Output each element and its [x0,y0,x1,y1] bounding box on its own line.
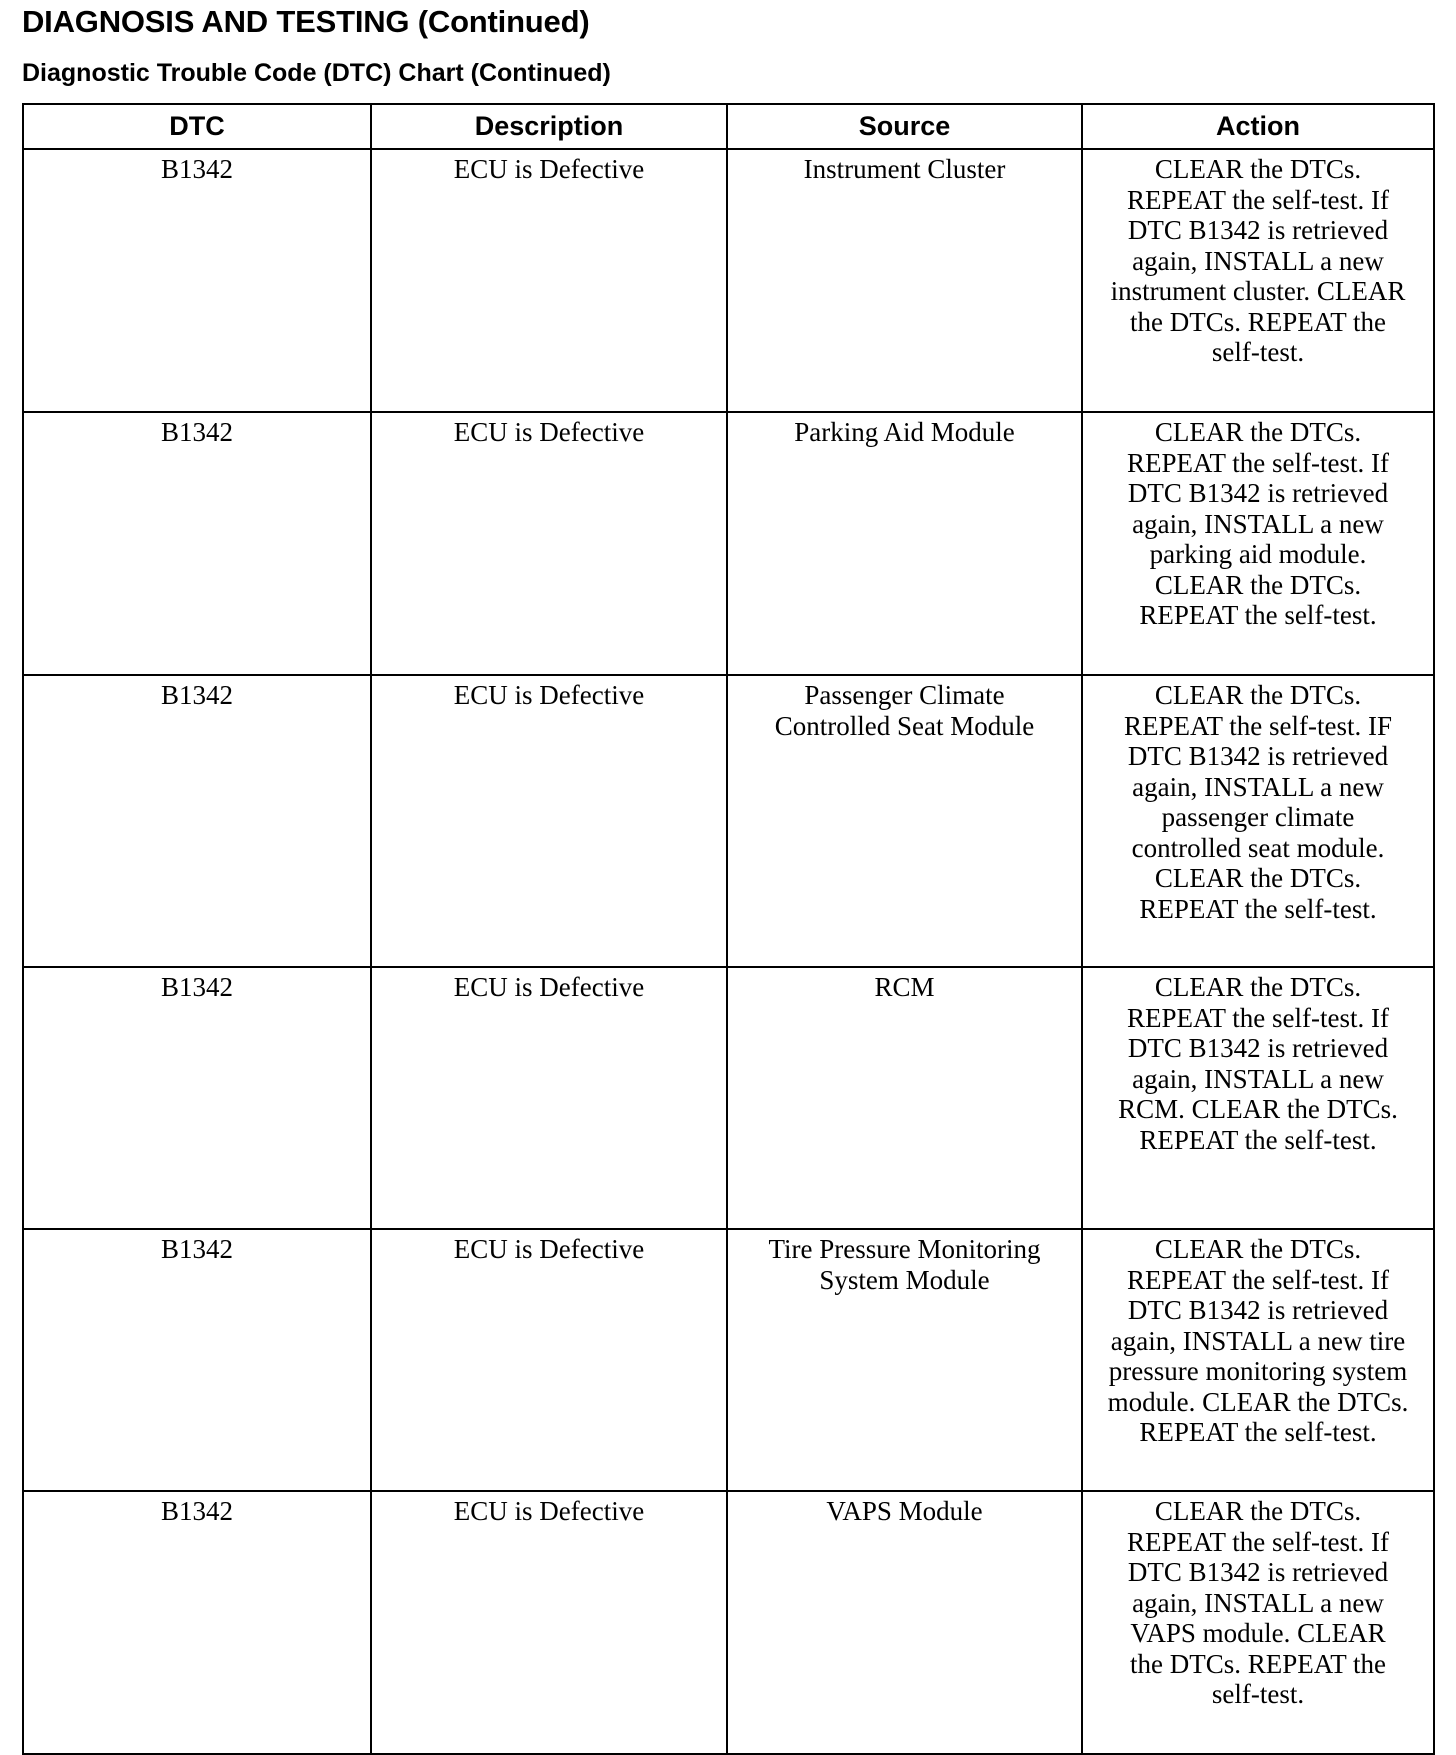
column-header-source: Source [727,104,1082,149]
dtc-cell: B1342 [23,1491,371,1754]
description-cell: ECU is Defective [371,675,727,967]
table-row [23,1491,1434,1754]
source-cell: Instrument Cluster [727,149,1082,412]
table-row [23,675,1434,967]
dtc-cell: B1342 [23,967,371,1229]
action-cell: CLEAR the DTCs. REPEAT the self-test. If DTC B1342 is retrieved again, INSTALL a new parking aid module. CLEAR the DTCs. REPEAT the self-test. [1082,412,1434,675]
column-header-dtc: DTC [23,104,371,149]
description-cell: ECU is Defective [371,412,727,675]
table-row [23,1229,1434,1491]
table-row [23,149,1434,412]
source-cell: Passenger Climate Controlled Seat Module [727,675,1082,967]
table-header-row [23,104,1434,149]
source-cell: Parking Aid Module [727,412,1082,675]
source-cell: RCM [727,967,1082,1229]
dtc-cell: B1342 [23,149,371,412]
page-heading: DIAGNOSIS AND TESTING (Continued) [22,4,590,39]
table-heading: Diagnostic Trouble Code (DTC) Chart (Continued) [22,59,611,87]
description-cell: ECU is Defective [371,149,727,412]
dtc-chart-table [22,103,1435,1755]
column-header-action: Action [1082,104,1434,149]
dtc-cell: B1342 [23,675,371,967]
description-cell: ECU is Defective [371,967,727,1229]
description-cell: ECU is Defective [371,1229,727,1491]
action-cell: CLEAR the DTCs. REPEAT the self-test. If DTC B1342 is retrieved again, INSTALL a new tire pressure monitoring system module. CLEAR the DTCs. REPEAT the self-test. [1082,1229,1434,1491]
source-cell: Tire Pressure Monitoring System Module [727,1229,1082,1491]
column-header-description: Description [371,104,727,149]
description-cell: ECU is Defective [371,1491,727,1754]
action-cell: CLEAR the DTCs. REPEAT the self-test. If DTC B1342 is retrieved again, INSTALL a new VAPS module. CLEAR the DTCs. REPEAT the self-test. [1082,1491,1434,1754]
action-cell: CLEAR the DTCs. REPEAT the self-test. If DTC B1342 is retrieved again, INSTALL a new instrument cluster. CLEAR the DTCs. REPEAT the self-test. [1082,149,1434,412]
table-row [23,967,1434,1229]
table-row [23,412,1434,675]
source-cell: VAPS Module [727,1491,1082,1754]
action-cell: CLEAR the DTCs. REPEAT the self-test. IF DTC B1342 is retrieved again, INSTALL a new passenger climate controlled seat module. CLEAR the DTCs. REPEAT the self-test. [1082,675,1434,967]
action-cell: CLEAR the DTCs. REPEAT the self-test. If DTC B1342 is retrieved again, INSTALL a new RCM. CLEAR the DTCs. REPEAT the self-test. [1082,967,1434,1229]
dtc-cell: B1342 [23,1229,371,1491]
dtc-cell: B1342 [23,412,371,675]
